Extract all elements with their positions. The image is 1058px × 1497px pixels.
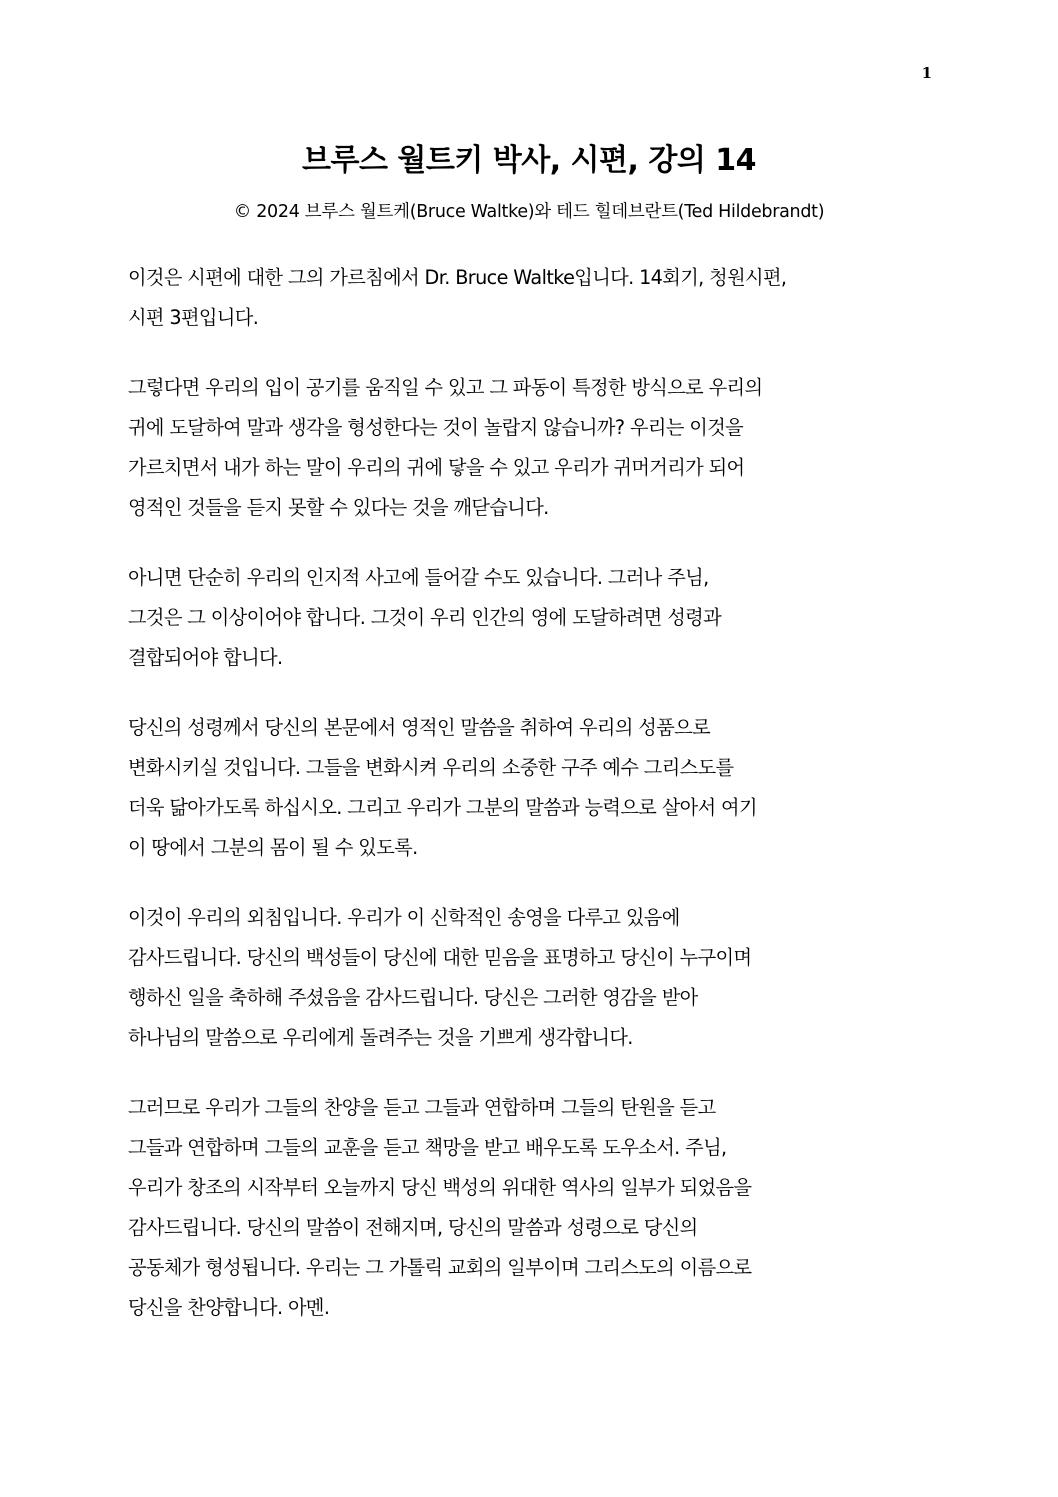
text-line: 이 땅에서 그분의 몸이 될 수 있도록.: [128, 836, 418, 859]
text-line: 공동체가 형성됩니다. 우리는 그 가톨릭 교회의 일부이며 그리스도의 이름으로: [128, 1256, 752, 1279]
text-line: 아니면 단순히 우리의 인지적 사고에 들어갈 수도 있습니다. 그러나 주님,: [128, 566, 709, 589]
text-line: 그것은 그 이상이어야 합니다. 그것이 우리 인간의 영에 도달하려면 성령과: [128, 606, 722, 629]
paragraph-1: [128, 258, 928, 338]
text-line: 귀에 도달하여 말과 생각을 형성한다는 것이 놀랍지 않습니까? 우리는 이것을: [128, 416, 744, 439]
text-line: 우리가 창조의 시작부터 오늘까지 당신 백성의 위대한 역사의 일부가 되었음을: [128, 1176, 752, 1199]
page-number: 1: [921, 64, 932, 82]
body-text: [128, 258, 928, 1358]
paragraph-6: [128, 1088, 928, 1328]
text-line: 변화시키실 것입니다. 그들을 변화시켜 우리의 소중한 구주 예수 그리스도를: [128, 756, 734, 779]
text-line: 그러므로 우리가 그들의 찬양을 듣고 그들과 연합하며 그들의 탄원을 듣고: [128, 1096, 716, 1119]
page-title: 브루스 월트키 박사, 시편, 강의 14: [301, 143, 757, 178]
text-line: 당신의 성령께서 당신의 본문에서 영적인 말씀을 취하여 우리의 성품으로: [128, 716, 711, 739]
paragraph-5: [128, 898, 928, 1058]
text-line: 당신을 찬양합니다. 아멘.: [128, 1296, 330, 1319]
text-line: 행하신 일을 축하해 주셨음을 감사드립니다. 당신은 그러한 영감을 받아: [128, 986, 698, 1009]
text-line: 그들과 연합하며 그들의 교훈을 듣고 책망을 받고 배우도록 도우소서. 주님,: [128, 1136, 727, 1159]
text-line: 결합되어야 합니다.: [128, 646, 283, 669]
text-line: 하나님의 말씀으로 우리에게 돌려주는 것을 기쁘게 생각합니다.: [128, 1026, 633, 1049]
text-line: 감사드립니다. 당신의 말씀이 전해지며, 당신의 말씀과 성령으로 당신의: [128, 1216, 698, 1239]
paragraph-4: [128, 708, 928, 868]
text-line: 이것이 우리의 외침입니다. 우리가 이 신학적인 송영을 다루고 있음에: [128, 906, 680, 929]
copyright-notice: © 2024 브루스 월트케(Bruce Waltke)와 테드 힐데브란트(Ted Hildebrandt): [233, 202, 825, 222]
text-line: 영적인 것들을 듣지 못할 수 있다는 것을 깨닫습니다.: [128, 496, 549, 519]
text-line: 더욱 닮아가도록 하십시오. 그리고 우리가 그분의 말씀과 능력으로 살아서 여기: [128, 796, 757, 819]
paragraph-2: [128, 368, 928, 528]
paragraph-3: [128, 558, 928, 678]
text-line: 가르치면서 내가 하는 말이 우리의 귀에 닿을 수 있고 우리가 귀머거리가 되어: [128, 456, 745, 479]
text-line: 시편 3편입니다.: [128, 306, 259, 329]
text-line: 그렇다면 우리의 입이 공기를 움직일 수 있고 그 파동이 특정한 방식으로 우리의: [128, 376, 763, 399]
text-line: 감사드립니다. 당신의 백성들이 당신에 대한 믿음을 표명하고 당신이 누구이며: [128, 946, 752, 969]
text-line: 이것은 시편에 대한 그의 가르침에서 Dr. Bruce Waltke입니다. 14회기, 청원시편,: [128, 266, 787, 289]
